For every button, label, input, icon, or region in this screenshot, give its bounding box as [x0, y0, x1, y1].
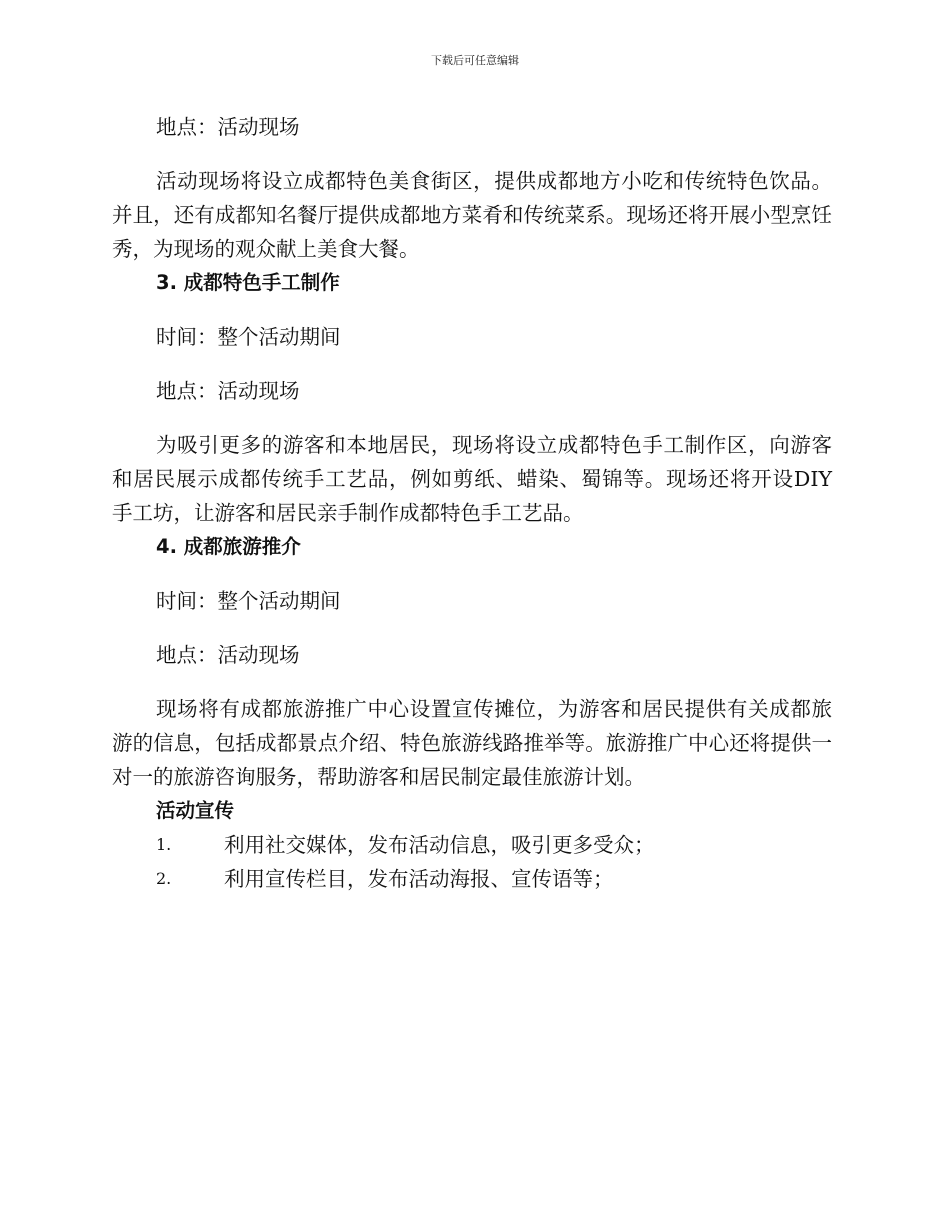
section4-time: 时间：整个活动期间 — [156, 589, 341, 613]
list-item-text: 利用宣传栏目，发布活动海报、宣传语等； — [224, 867, 614, 891]
section3-body: 为吸引更多的游客和本地居民，现场将设立成都特色手工制作区，向游客和居民展示成都传统手工艺品，例如剪纸、蜡染、蜀锦等。现场还将开设DIY 手工坊，让游客和居民亲手制作成都特色手工艺品。 — [112, 433, 832, 525]
section3-title: 3. 成都特色手工制作 — [156, 271, 340, 294]
section3-location: 地点：活动现场 — [156, 379, 300, 403]
section4-body: 现场将有成都旅游推广中心设置宣传摊位，为游客和居民提供有关成都旅游的信息，包括成都景点介绍、特色旅游线路推举等。旅游推广中心还将提供一对一的旅游咨询服务，帮助游客和居民制定最佳旅游计划。 — [112, 697, 832, 789]
section4-location: 地点：活动现场 — [156, 643, 300, 667]
section2-location: 地点：活动现场 — [156, 115, 300, 139]
section4-title: 4. 成都旅游推介 — [156, 535, 301, 558]
list-item-number: 2. — [156, 869, 172, 888]
list-item-text: 利用社交媒体，发布活动信息，吸引更多受众； — [224, 833, 655, 857]
list-item-number: 1. — [156, 835, 172, 854]
list-item — [112, 828, 832, 862]
document-body — [112, 110, 832, 896]
page-header: 下载后可任意编辑 — [431, 54, 519, 67]
section3-time: 时间：整个活动期间 — [156, 325, 341, 349]
section2-body: 活动现场将设立成都特色美食街区，提供成都地方小吃和传统特色饮品。并且，还有成都知名餐厅提供成都地方菜肴和传统菜系。现场还将开展小型烹饪秀，为现场的观众献上美食大餐。 — [112, 169, 832, 261]
promotion-title: 活动宣传 — [156, 799, 235, 822]
list-item — [112, 862, 832, 896]
